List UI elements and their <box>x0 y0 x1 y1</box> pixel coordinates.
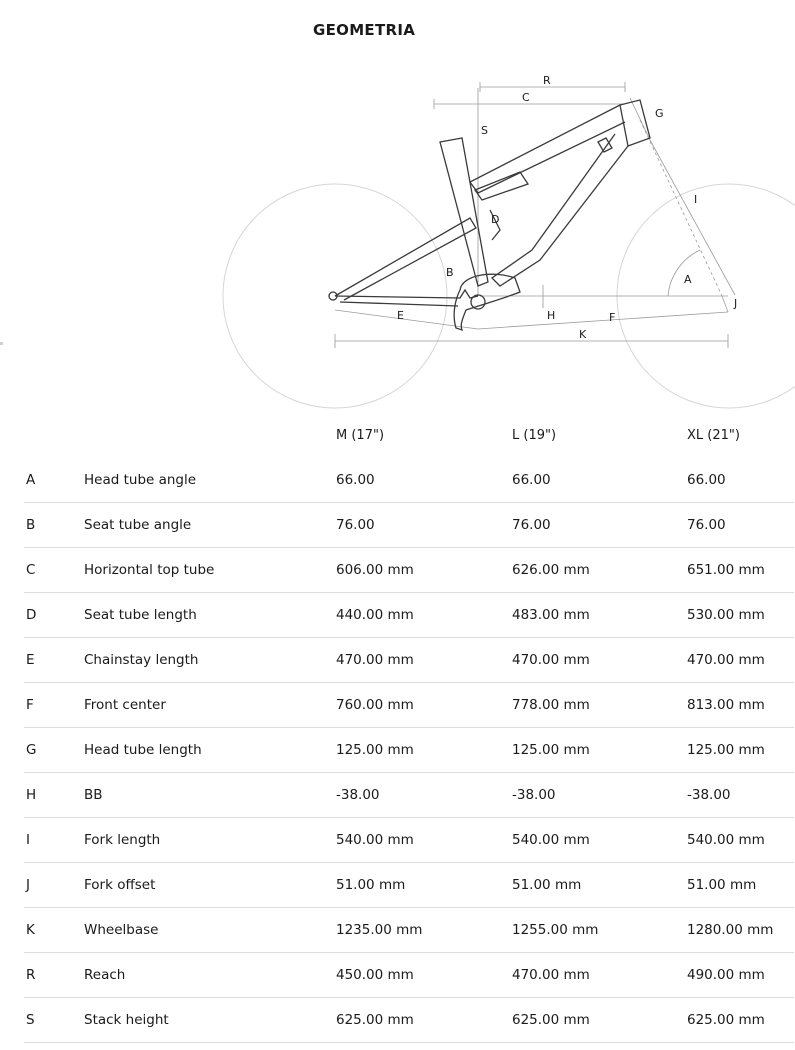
row-value-m: -38.00 <box>336 787 380 803</box>
label-H: H <box>547 309 556 322</box>
row-name: Seat tube length <box>84 607 197 623</box>
row-code: C <box>26 562 36 578</box>
row-code: H <box>26 787 37 803</box>
table-row <box>24 593 794 638</box>
row-value-l: 51.00 mm <box>512 877 582 893</box>
row-value-l: -38.00 <box>512 787 556 803</box>
page-title: GEOMETRIA <box>313 21 416 39</box>
row-value-l: 470.00 mm <box>512 967 590 983</box>
label-D: D <box>491 213 500 226</box>
row-code: S <box>26 1012 35 1028</box>
row-value-l: 1255.00 mm <box>512 922 599 938</box>
table-row <box>24 638 794 683</box>
row-value-m: 606.00 mm <box>336 562 414 578</box>
table-row <box>24 503 794 548</box>
row-value-xl: 51.00 mm <box>687 877 757 893</box>
column-header-xl: XL (21") <box>687 428 740 443</box>
row-value-l: 66.00 <box>512 472 551 488</box>
row-value-xl: 125.00 mm <box>687 742 765 758</box>
column-header-l: L (19") <box>512 428 557 443</box>
label-B: B <box>446 266 454 279</box>
row-code: I <box>26 832 30 848</box>
row-value-l: 76.00 <box>512 517 551 533</box>
label-E: E <box>397 309 404 322</box>
row-name: Head tube angle <box>84 472 197 488</box>
table-row <box>24 818 794 863</box>
row-value-m: 625.00 mm <box>336 1012 414 1028</box>
table-row <box>24 863 794 908</box>
bike-geometry-diagram <box>0 60 795 410</box>
row-code: F <box>26 697 34 713</box>
row-value-xl: 651.00 mm <box>687 562 765 578</box>
table-row <box>24 458 794 503</box>
row-value-m: 470.00 mm <box>336 652 414 668</box>
table-row <box>24 683 794 728</box>
row-name: Fork length <box>84 832 161 848</box>
label-K: K <box>579 328 587 341</box>
row-value-m: 76.00 <box>336 517 375 533</box>
row-value-l: 540.00 mm <box>512 832 590 848</box>
row-code: J <box>26 877 30 893</box>
row-value-xl: 490.00 mm <box>687 967 765 983</box>
row-value-l: 483.00 mm <box>512 607 590 623</box>
row-value-xl: 625.00 mm <box>687 1012 765 1028</box>
label-J: J <box>734 297 738 310</box>
row-code: D <box>26 607 37 623</box>
label-S: S <box>481 124 488 137</box>
row-name: Front center <box>84 697 166 713</box>
table-row <box>24 908 794 953</box>
row-value-m: 66.00 <box>336 472 375 488</box>
label-I: I <box>694 193 698 206</box>
row-name: Stack height <box>84 1012 169 1028</box>
row-value-m: 760.00 mm <box>336 697 414 713</box>
label-C: C <box>522 91 530 104</box>
row-value-m: 51.00 mm <box>336 877 406 893</box>
row-value-m: 540.00 mm <box>336 832 414 848</box>
row-value-xl: 76.00 <box>687 517 726 533</box>
row-value-l: 626.00 mm <box>512 562 590 578</box>
row-code: G <box>26 742 37 758</box>
row-name: Seat tube angle <box>84 517 192 533</box>
row-value-xl: 540.00 mm <box>687 832 765 848</box>
table-row <box>24 728 794 773</box>
row-name: Head tube length <box>84 742 202 758</box>
table-row <box>24 953 794 998</box>
row-value-xl: 1280.00 mm <box>687 922 774 938</box>
row-code: R <box>26 967 36 983</box>
row-value-xl: 530.00 mm <box>687 607 765 623</box>
table-row <box>24 773 794 818</box>
row-value-m: 450.00 mm <box>336 967 414 983</box>
bike-frame <box>329 100 650 330</box>
table-row <box>24 548 794 593</box>
column-header-m: M (17") <box>336 428 385 443</box>
row-value-xl: 470.00 mm <box>687 652 765 668</box>
row-name: Reach <box>84 967 126 983</box>
row-value-l: 778.00 mm <box>512 697 590 713</box>
left-edge-mark <box>0 342 3 345</box>
row-code: E <box>26 652 35 668</box>
row-name: BB <box>84 787 103 803</box>
row-value-l: 125.00 mm <box>512 742 590 758</box>
row-value-xl: 66.00 <box>687 472 726 488</box>
label-A: A <box>684 273 692 286</box>
row-value-xl: 813.00 mm <box>687 697 765 713</box>
row-value-m: 1235.00 mm <box>336 922 423 938</box>
row-name: Fork offset <box>84 877 156 893</box>
row-code: A <box>26 472 36 488</box>
row-code: B <box>26 517 36 533</box>
label-G: G <box>655 107 664 120</box>
row-name: Wheelbase <box>84 922 159 938</box>
row-value-m: 440.00 mm <box>336 607 414 623</box>
row-value-l: 625.00 mm <box>512 1012 590 1028</box>
row-name: Chainstay length <box>84 652 199 668</box>
row-code: K <box>26 922 35 938</box>
row-value-l: 470.00 mm <box>512 652 590 668</box>
label-F: F <box>609 311 616 324</box>
table-row <box>24 998 794 1043</box>
geometry-table <box>24 458 794 1043</box>
row-value-xl: -38.00 <box>687 787 731 803</box>
row-value-m: 125.00 mm <box>336 742 414 758</box>
label-R: R <box>543 74 551 87</box>
row-name: Horizontal top tube <box>84 562 215 578</box>
dimension-lines <box>335 82 738 348</box>
